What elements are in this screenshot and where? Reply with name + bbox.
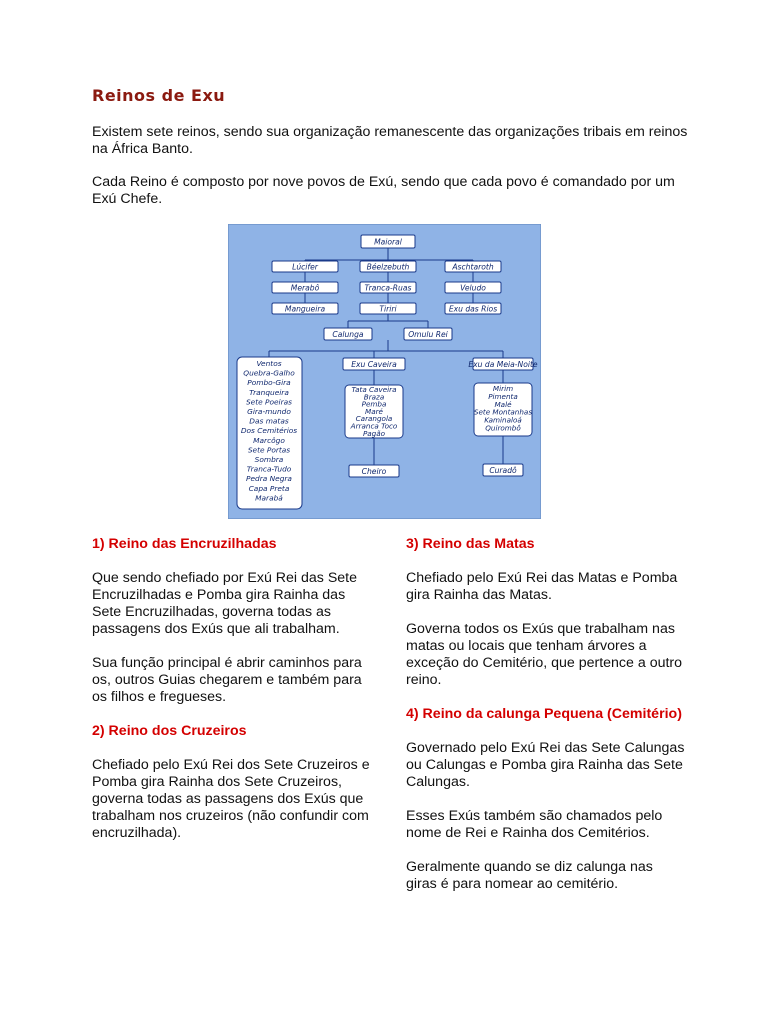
intro-paragraph-2: Cada Reino é composto por nove povos de Exú, sendo que cada povo é comandado por um Exú Chefe. [92, 174, 675, 207]
caveira-list-item: Pagão [362, 428, 386, 438]
left-list-item: Capa Preta [248, 483, 290, 493]
left-list-item: Tranqueira [249, 387, 289, 397]
node-exu-meia-noite-label: Exu da Meia-Noite [468, 359, 538, 369]
hierarchy-diagram [228, 224, 541, 519]
section-paragraph: Sua função principal é abrir caminhos para os, outros Guias chegarem e também para os filhos e fregueses. [92, 655, 362, 705]
section-paragraph: Chefiado pelo Exú Rei das Matas e Pomba gira Rainha das Matas. [406, 570, 678, 603]
section-paragraph: Chefiado pelo Exú Rei dos Sete Cruzeiros e Pomba gira Rainha dos Sete Cruzeiros, governa todas as passagens dos Exús que trabalham nos cruzeiros (não confundir com encruzilhada). [92, 757, 370, 841]
meianoite-list-item: Sete Montanhas [473, 407, 533, 417]
section-heading-encruzilhadas: 1) Reino das Encruzilhadas [92, 536, 277, 552]
left-list-item: Tranca-Tudo [246, 464, 292, 474]
node-cheiro-label: Cheiro [361, 466, 387, 476]
meianoite-list-item: Pimenta [488, 391, 518, 401]
section-heading-calunga: 4) Reino da calunga Pequena (Cemitério) [406, 706, 682, 722]
caveira-list-item: Carangola [355, 414, 393, 424]
section-paragraph: Esses Exús também são chamados pelo nome de Rei e Rainha dos Cemitérios. [406, 808, 663, 841]
left-list-item: Sombra [254, 455, 284, 464]
left-list-item: Pombo-Gira [247, 378, 291, 388]
left-list-item: Gira-mundo [247, 407, 291, 416]
left-list-item: Marabá [255, 493, 283, 503]
intro-paragraph-1: Existem sete reinos, sendo sua organização remanescente das organizações tribais em reinos na África Banto. [92, 124, 688, 157]
left-list-item: Dos Cemitérios [240, 426, 298, 436]
right-column [406, 536, 686, 910]
left-column [92, 536, 372, 859]
node-row2-2-label: Veludo [460, 283, 486, 293]
left-list-item: Quebra-Galho [243, 368, 295, 378]
node-row3-1-label: Tiriri [379, 304, 397, 314]
section-paragraph: Geralmente quando se diz calunga nas giras é para nomear ao cemitério. [406, 859, 653, 892]
left-list-item: Sete Portas [247, 445, 291, 455]
page-title: Reinos de Exu [92, 86, 226, 105]
section-paragraph: Governa todos os Exús que trabalham nas matas ou locais que tenham árvores a exceção do Cemitério, que pertence a outro reino. [406, 621, 683, 688]
left-list-item: Sete Poeiras [245, 397, 293, 407]
caveira-list-item: Arranca Toco [350, 421, 398, 431]
node-row1-1-label: Béelzebuth [366, 262, 410, 272]
node-row3-0-label: Mangueira [284, 304, 326, 314]
node-omulu-rei-label: Omulu Rei [408, 329, 448, 339]
left-list-item: Pedra Negra [246, 474, 292, 484]
meianoite-list-item: Mirim [492, 384, 514, 393]
caveira-list-item: Maré [365, 406, 383, 416]
node-row2-0-label: Merabô [290, 283, 320, 293]
meianoite-list-item: Kaminaloá [484, 415, 522, 425]
node-row3-2-label: Exu das Rios [448, 304, 498, 314]
section-paragraph: Que sendo chefiado por Exú Rei das Sete Encruzilhadas e Pomba gira Rainha das Sete Encruzilhadas, governa todas as passagens dos Exús que ali trabalham. [92, 570, 358, 637]
section-heading-matas: 3) Reino das Matas [406, 536, 535, 552]
meianoite-list-item: Malé [494, 399, 512, 409]
meianoite-list-item: Quirombô [485, 423, 521, 433]
section-paragraph: Governado pelo Exú Rei das Sete Calungas ou Calungas e Pomba gira Rainha das Sete Calungas. [406, 740, 685, 790]
node-row2-1-label: Tranca-Ruas [364, 283, 412, 293]
node-row1-0-label: Lúcifer [292, 262, 318, 272]
section-heading-cruzeiros: 2) Reino dos Cruzeiros [92, 723, 247, 739]
left-list-item: Ventos [256, 359, 282, 368]
node-row1-2-label: Aschtaroth [452, 262, 494, 272]
caveira-list-item: Braza [363, 392, 385, 402]
caveira-list-item: Tata Caveira [351, 385, 397, 394]
node-maioral-label: Maioral [374, 237, 402, 247]
left-list-item: Marcôgo [253, 435, 285, 445]
hierarchy-diagram-svg [228, 224, 541, 519]
node-calunga-label: Calunga [332, 329, 364, 339]
node-exu-caveira-label: Exu Caveira [351, 359, 397, 369]
left-list-item: Das matas [249, 416, 289, 426]
caveira-list-item: Pemba [361, 399, 387, 409]
node-curado-label: Curadô [489, 465, 517, 475]
